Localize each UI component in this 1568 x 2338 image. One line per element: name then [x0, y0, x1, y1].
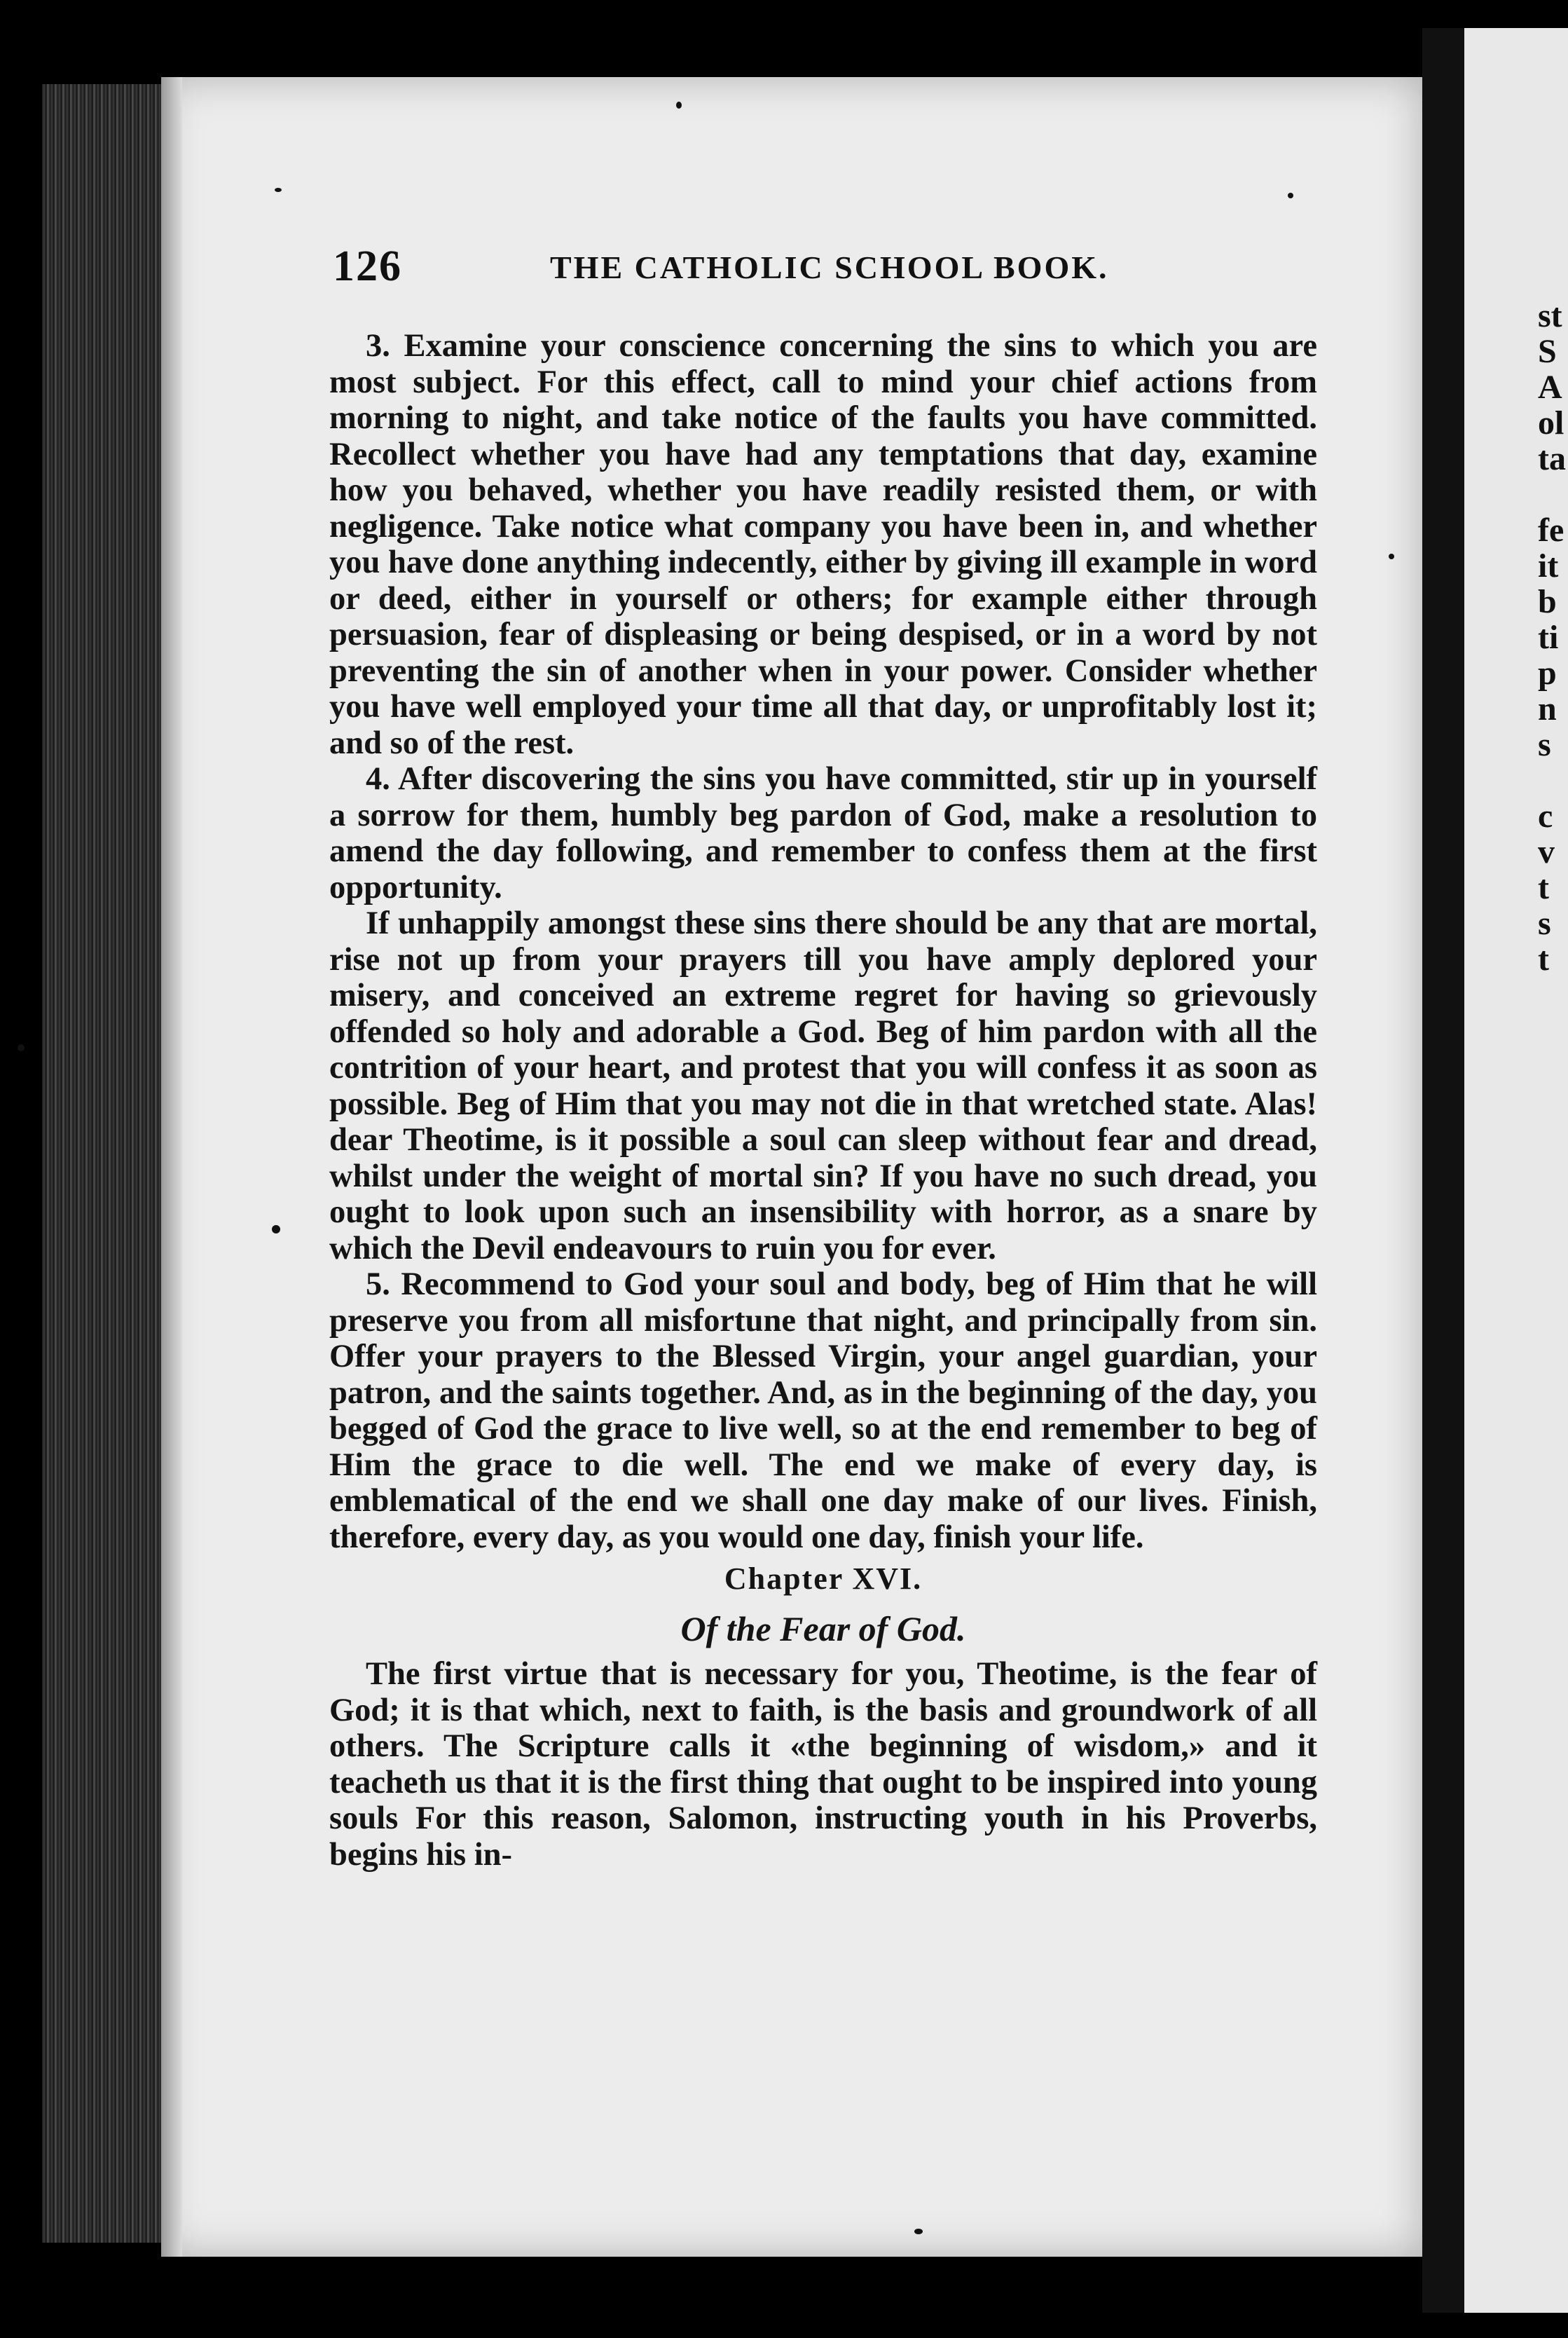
chapter-subtitle: Of the Fear of God.: [680, 1609, 966, 1648]
scan-speck: [676, 102, 682, 109]
fragment: t: [1538, 941, 1549, 978]
scan-speck: [1389, 554, 1394, 559]
fragment: s: [1538, 905, 1551, 942]
gutter: [1422, 28, 1464, 2313]
book-binding: [42, 84, 161, 2243]
facing-page-fragments: [1538, 298, 1566, 977]
fragment: st: [1538, 297, 1562, 334]
fragment: ol: [1538, 404, 1564, 442]
fragment: fe: [1538, 512, 1564, 549]
paragraph-4: 4. After discovering the sins you have committed, stir up in yourself a sorrow for them, humbly beg pardon of God, make a resolution to amend the day following, and remember to confess them at the first opportunity.: [329, 761, 1317, 905]
fragment: ti: [1538, 619, 1559, 656]
paragraph-6: The first virtue that is necessary for you, Theotime, is the fear of God; it is that which, next to faith, is the basis and groundwork of all others. The Scripture calls it «the beginning of wisdom,» and it teacheth us that it is the first thing that ought to be inspired into young souls For this reason, Salomon, instructing youth in his Proverbs, begins his in-: [329, 1656, 1317, 1873]
fragment: n: [1538, 690, 1557, 727]
fragment: s: [1538, 726, 1551, 763]
page-number: 126: [333, 242, 402, 290]
scan-speck: [272, 1225, 280, 1233]
page-header: [333, 242, 1321, 291]
fragment: b: [1538, 583, 1557, 620]
paragraph-4b: If unhappily amongst these sins there should be any that are mortal, rise not up from your prayers till you have amply deplored your misery, and conceived an extreme regret for having so grievously offended so holy and adorable a God. Beg of him pardon with all the contrition of your heart, and protest that you will confess it as soon as possible. Beg of Him that you may not die in that wretched state. Alas! dear Theotime, is it possible a soul can sleep without fear and dread, whilst under the weight of mortal sin? If you have no such dread, you ought to look upon such an insensibility with horror, as a snare by which the Devil endeavours to ruin you for ever.: [329, 905, 1317, 1266]
fragment: A: [1538, 369, 1562, 406]
fragment: c: [1538, 798, 1553, 835]
fragment: [1538, 477, 1566, 512]
fragment: ta: [1538, 440, 1566, 477]
fragment: v: [1538, 833, 1555, 870]
chapter-title: Chapter XVI.: [724, 1561, 923, 1596]
running-title: THE CATHOLIC SCHOOL BOOK.: [550, 249, 1109, 285]
paragraph-3: 3. Examine your conscience concerning the sins to which you are most subject. For this effect, call to mind your chief actions from morning to night, and take notice of the faults you have committed. Recollect whether you have had any temptations that day, examine how you behaved, whether you have readily resisted them, or with negligence. Take notice what company you have been in, and whether you have done anything indecently, either by giving ill example in word or deed, either in yourself or others; for example either through persuasion, fear of displeasing or being despised, or in a word by not preventing the sin of another when in your power. Consider whether you have well employed your time all that day, or unprofitably lost it; and so of the rest.: [329, 328, 1317, 761]
fragment: [1538, 763, 1566, 798]
scan-speck: [275, 188, 282, 192]
scan-speck: [18, 1044, 25, 1051]
fragment: p: [1538, 655, 1557, 692]
fragment: S: [1538, 333, 1557, 370]
paragraph-5: 5. Recommend to God your soul and body, beg of Him that he will preserve you from all misfortune that night, and principally from sin. Offer your prayers to the Blessed Virgin, your angel guardian, your patron, and the saints together. And, as in the beginning of the day, you begged of God the grace to live well, so at the end remember to beg of Him the grace to die well. The end we make of every day, is emblematical of the end we shall one day make of our lives. Finish, therefore, every day, as you would one day, finish your life.: [329, 1266, 1317, 1555]
fragment: it: [1538, 547, 1559, 584]
scan-speck: [914, 2229, 923, 2234]
fragment: t: [1538, 869, 1549, 906]
page-edge: [161, 77, 182, 2257]
page-body: [329, 328, 1317, 1873]
scan-speck: [1288, 193, 1293, 198]
